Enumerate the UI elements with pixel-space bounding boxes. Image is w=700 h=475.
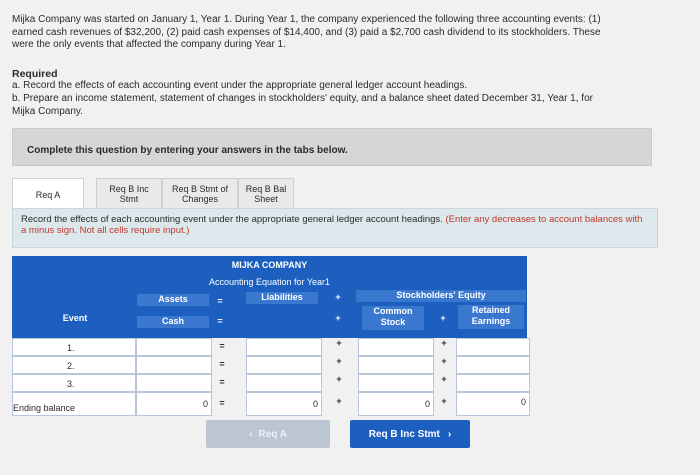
liabilities-input[interactable] bbox=[246, 374, 322, 392]
plus-sign: + bbox=[441, 338, 447, 348]
plus-sign: + bbox=[336, 338, 342, 348]
cash-input[interactable] bbox=[136, 374, 212, 392]
plus-sign: + bbox=[336, 356, 342, 366]
ending-common-stock-value: 0 bbox=[358, 392, 434, 416]
liabilities-input[interactable] bbox=[246, 338, 322, 356]
ending-cash-value: 0 bbox=[136, 392, 212, 416]
ending-balance-label: Ending balance bbox=[13, 403, 76, 413]
table-subtitle: Accounting Equation for Year1 bbox=[12, 274, 527, 290]
equals-sign: = bbox=[217, 296, 223, 306]
ending-liabilities-value: 0 bbox=[246, 392, 322, 416]
instruction-note: (Enter any decreases to account balances with a minus sign. Not all cells require input.) bbox=[21, 214, 643, 236]
table-company-title: MIJKA COMPANY bbox=[12, 256, 527, 274]
tab-req-b-stmt-changes[interactable]: Req B Stmt of Changes bbox=[162, 178, 238, 210]
chevron-left-icon: ‹ bbox=[249, 428, 253, 440]
instruction-banner bbox=[12, 128, 652, 166]
common-stock-input[interactable] bbox=[358, 374, 434, 392]
retained-earnings-input[interactable] bbox=[456, 374, 530, 392]
ending-retained-earnings-value: 0 bbox=[456, 392, 530, 416]
next-button[interactable]: Req B Inc Stmt › bbox=[350, 420, 470, 448]
event-header: Event bbox=[62, 313, 88, 323]
assets-header: Assets bbox=[137, 294, 209, 306]
tab-req-b-bal-sheet[interactable]: Req B Bal Sheet bbox=[238, 178, 294, 210]
event-cell: 3. bbox=[12, 374, 136, 392]
retained-earnings-input[interactable] bbox=[456, 356, 530, 374]
equals-sign: = bbox=[219, 377, 225, 387]
plus-sign: + bbox=[441, 396, 447, 406]
cash-header: Cash bbox=[137, 316, 209, 328]
liabilities-input[interactable] bbox=[246, 356, 322, 374]
equals-sign: = bbox=[219, 359, 225, 369]
retained-earnings-input[interactable] bbox=[456, 338, 530, 356]
problem-statement bbox=[12, 14, 688, 52]
tab-req-b-inc-stmt[interactable]: Req B Inc Stmt bbox=[96, 178, 162, 210]
required-b: b. Prepare an income statement, statement of changes in stockholders' equity, and a balance sheet dated December 31, Year 1, for bbox=[12, 93, 593, 104]
tab-req-a[interactable]: Req A bbox=[12, 178, 84, 211]
plus-sign: + bbox=[335, 292, 341, 302]
plus-sign: + bbox=[336, 396, 342, 406]
required-a: a. Record the effects of each accounting event under the appropriate general ledger account headings. bbox=[12, 80, 468, 91]
event-cell: 2. bbox=[12, 356, 136, 374]
liabilities-header: Liabilities bbox=[246, 292, 318, 304]
ending-balance-label-cell bbox=[12, 392, 136, 416]
retained-earnings-header: Retained Earnings bbox=[458, 305, 524, 329]
instruction-text: Record the effects of each accounting event under the appropriate general ledger account headings. (Enter any decreases to account balances with a minus sign. Not all cells require input.) bbox=[21, 214, 643, 236]
problem-line: earned cash revenues of $32,200, (2) paid cash expenses of $14,400, and (3) paid a $2,700 cash dividend to its stockholders. These bbox=[12, 26, 601, 38]
equals-sign: = bbox=[219, 341, 225, 351]
plus-sign: + bbox=[441, 356, 447, 366]
plus-sign: + bbox=[440, 313, 446, 323]
problem-line: Mijka Company was started on January 1, Year 1. During Year 1, the company experienced the following three accounting events: (1) bbox=[12, 14, 601, 25]
equals-sign: = bbox=[219, 398, 225, 408]
banner-text: Complete this question by entering your answers in the tabs below. bbox=[27, 145, 348, 156]
prev-button[interactable]: ‹ Req A bbox=[206, 420, 330, 448]
common-stock-input[interactable] bbox=[358, 338, 434, 356]
equity-header: Stockholders' Equity bbox=[356, 290, 526, 302]
chevron-right-icon: › bbox=[447, 428, 452, 440]
instruction-box bbox=[12, 208, 658, 248]
required-heading: Required bbox=[12, 68, 58, 80]
problem-line: were the only events that affected the company during Year 1. bbox=[12, 39, 286, 50]
common-stock-input[interactable] bbox=[358, 356, 434, 374]
plus-sign: + bbox=[336, 374, 342, 384]
common-stock-header: Common Stock bbox=[362, 306, 424, 330]
plus-sign: + bbox=[441, 374, 447, 384]
plus-sign: + bbox=[335, 313, 341, 323]
required-b-continued: Mijka Company. bbox=[12, 106, 83, 117]
event-cell: 1. bbox=[12, 338, 136, 356]
cash-input[interactable] bbox=[136, 338, 212, 356]
cash-input[interactable] bbox=[136, 356, 212, 374]
equals-sign: = bbox=[217, 316, 223, 326]
